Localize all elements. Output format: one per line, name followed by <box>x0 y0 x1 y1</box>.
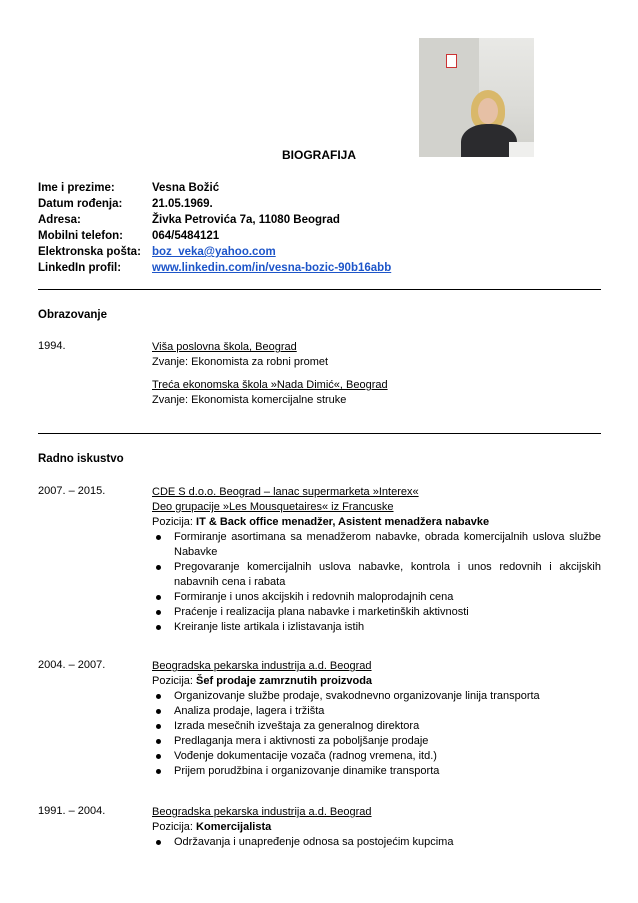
info-label: Elektronska pošta: <box>38 246 141 258</box>
profile-photo <box>419 38 534 157</box>
bullet-icon <box>156 724 161 729</box>
degree-title: Zvanje: Ekonomista komercijalne struke <box>152 394 347 406</box>
company-name: Beogradska pekarska industrija a.d. Beograd <box>152 660 372 672</box>
info-label: Datum rođenja: <box>38 198 123 210</box>
divider <box>38 433 601 434</box>
list-item: Izrada mesečnih izveštaja za generalnog direktora <box>152 719 601 734</box>
position-line <box>152 674 601 689</box>
duties-list <box>152 530 601 635</box>
company-group: Deo grupacije »Les Mousquetaires« iz Francuske <box>152 501 394 513</box>
school-name: Viša poslovna škola, Beograd <box>152 341 297 353</box>
info-label: LinkedIn profil: <box>38 262 122 274</box>
list-item: Vođenje dokumentacije vozača (radnog vremena, itd.) <box>152 749 601 764</box>
bullet-icon <box>156 610 161 615</box>
position-label: Pozicija: <box>152 516 197 528</box>
job-date: 2007. – 2015. <box>38 485 106 497</box>
info-row-address <box>38 212 391 228</box>
info-value: Vesna Božić <box>152 182 220 194</box>
list-item: Održavanja i unapređenje odnosa sa postojećim kupcima <box>152 835 601 850</box>
position-title: Šef prodaje zamrznutih proizvoda <box>196 675 373 687</box>
degree-title: Zvanje: Ekonomista za robni promet <box>152 356 329 368</box>
document-title: BIOGRAFIJA <box>281 148 356 162</box>
list-item: Formiranje asortimana sa menadžerom nabavke, obrada komercijalnih uslova službe Nabavke <box>152 530 601 560</box>
bullet-icon <box>156 739 161 744</box>
email-link[interactable]: boz_veka@yahoo.com <box>152 246 276 258</box>
list-item: Organizovanje službe prodaje, svakodnevno organizovanje linija transporta <box>152 689 601 704</box>
info-value: 21.05.1969. <box>152 198 213 210</box>
info-row-phone <box>38 228 391 244</box>
list-item: Kreiranje liste artikala i izlistavanja istih <box>152 620 601 635</box>
bullet-icon <box>156 595 161 600</box>
bullet-icon <box>156 769 161 774</box>
position-label: Pozicija: <box>152 821 197 833</box>
position-line <box>152 515 601 530</box>
info-label: Adresa: <box>38 214 81 226</box>
personal-info <box>38 180 391 276</box>
education-heading: Obrazovanje <box>38 309 108 321</box>
education-date: 1994. <box>38 340 66 352</box>
duties-list <box>152 835 601 850</box>
school-name: Treća ekonomska škola »Nada Dimić«, Beograd <box>152 379 388 391</box>
job-date: 1991. – 2004. <box>38 805 106 817</box>
bullet-icon <box>156 694 161 699</box>
bullet-icon <box>156 840 161 845</box>
info-value: 064/5484121 <box>152 230 220 242</box>
linkedin-link[interactable]: www.linkedin.com/in/vesna-bozic-90b16abb <box>152 262 392 274</box>
company-name: CDE S d.o.o. Beograd – lanac supermarketa »Interex« <box>152 486 419 498</box>
bullet-icon <box>156 625 161 630</box>
info-row-linkedin <box>38 260 391 276</box>
bullet-icon <box>156 565 161 570</box>
list-item: Formiranje i unos akcijskih i redovnih maloprodajnih cena <box>152 590 601 605</box>
position-label: Pozicija: <box>152 675 197 687</box>
info-row-name <box>38 180 391 196</box>
bullet-icon <box>156 754 161 759</box>
info-value: Živka Petrovića 7a, 11080 Beograd <box>152 214 340 226</box>
list-item: Pregovaranje komercijalnih uslova nabavke, kontrola i unos redovnih i akcijskih nabavnih cena i rabata <box>152 560 601 590</box>
info-row-email <box>38 244 391 260</box>
company-name: Beogradska pekarska industrija a.d. Beograd <box>152 806 372 818</box>
bullet-icon <box>156 535 161 540</box>
position-line <box>152 820 601 835</box>
info-label: Mobilni telefon: <box>38 230 123 242</box>
experience-heading: Radno iskustvo <box>38 453 124 465</box>
duties-list <box>152 689 601 779</box>
list-item: Praćenje i realizacija plana nabavke i marketinških aktivnosti <box>152 605 601 620</box>
position-title: IT & Back office menadžer, Asistent menadžera nabavke <box>196 516 490 528</box>
bullet-icon <box>156 709 161 714</box>
info-label: Ime i prezime: <box>38 182 115 194</box>
list-item: Analiza prodaje, lagera i tržišta <box>152 704 601 719</box>
list-item: Prijem porudžbina i organizovanje dinamike transporta <box>152 764 601 779</box>
list-item: Predlaganja mera i aktivnosti za poboljšanje prodaje <box>152 734 601 749</box>
divider <box>38 289 601 290</box>
info-row-birthdate <box>38 196 391 212</box>
position-title: Komercijalista <box>196 821 272 833</box>
job-date: 2004. – 2007. <box>38 659 106 671</box>
